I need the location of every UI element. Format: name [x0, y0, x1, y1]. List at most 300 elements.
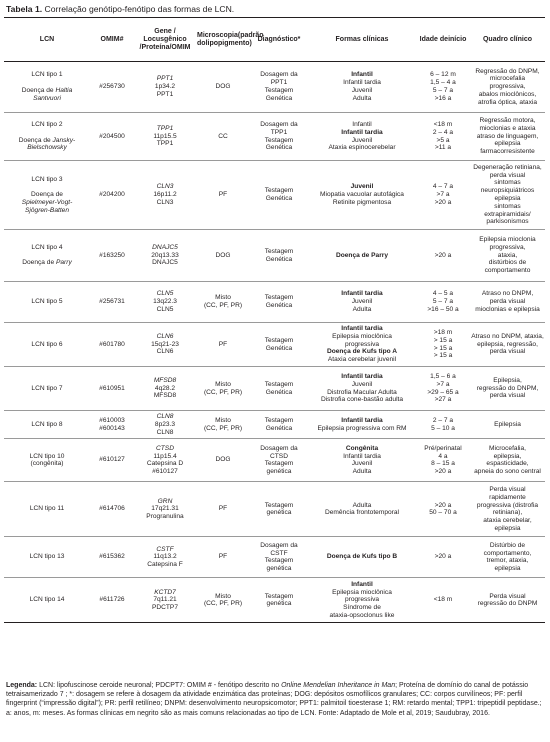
cell-line [135, 183, 195, 191]
cell-text: Infantil tardia [341, 325, 383, 332]
cell-italic-text: GRN [157, 497, 173, 505]
cell-text: LCN tipo 6 [31, 340, 63, 348]
cell-italic-text: Spielmeyer-Vogt- [21, 198, 73, 206]
cell-omim [90, 323, 134, 367]
cell-line [5, 505, 89, 513]
cell-line: >27 a [434, 396, 452, 404]
table-title-text: Correlação genótipo-fenótipo das formas de LCN. [44, 4, 235, 14]
cell-omim [90, 439, 134, 482]
cell-line [5, 191, 89, 199]
cell-line [5, 596, 89, 604]
cell-text: Síndrome de [343, 604, 381, 612]
cell-line: DOG [215, 83, 231, 91]
cell-text: Progranulina [146, 513, 184, 521]
cell-text: Adulta [352, 468, 372, 476]
cell-italic-text: KCTD7 [154, 588, 176, 596]
cell-line [309, 509, 415, 517]
cell-text: Catepsina F [147, 561, 183, 569]
cell-line [135, 244, 195, 252]
cell-lcn [4, 482, 90, 537]
cell-line: genética [266, 468, 292, 476]
cell-clinical-forms [308, 537, 416, 578]
cell-text: Infantil [351, 580, 373, 588]
cell-clinical-forms [308, 482, 416, 537]
cell-line: CC [218, 132, 228, 140]
cell-onset-age [416, 411, 470, 439]
cell-text: 15q21-23 [151, 340, 179, 348]
cell-line: microcefalia [489, 75, 526, 83]
cell-text: CLN5 [156, 305, 174, 313]
cell-line [309, 199, 415, 207]
cell-text: Doença de Parry [335, 251, 389, 259]
cell-line: epilepsia [494, 195, 521, 202]
header-gene: Gene / Locusgênico /Proteína/OMIM [134, 18, 196, 62]
cell-line: Testagem [264, 136, 294, 144]
cell-italic-text: CSTF [156, 545, 174, 553]
cell-line [135, 553, 195, 561]
cell-line: sintomas [494, 179, 521, 187]
cell-line [135, 505, 195, 513]
cell-italic-text: CLN3 [156, 183, 174, 191]
cell-omim [90, 282, 134, 323]
cell-onset-age [416, 62, 470, 113]
cell-gene [134, 113, 196, 161]
cell-line: Testagem [264, 592, 294, 600]
cell-line: comportamento, [483, 549, 532, 557]
genotype-phenotype-table [4, 18, 545, 623]
cell-text: Doença de Kufs tipo A [326, 348, 398, 356]
cell-line: apneia do sono central [474, 468, 541, 476]
cell-line [135, 429, 195, 437]
cell-microscopy [196, 411, 250, 439]
cell-text: Juvenil [350, 183, 374, 191]
cell-line: Epilepsia [494, 420, 521, 428]
header-clinical-picture: Quadro clínico [470, 18, 545, 62]
cell-line: TPP1 [270, 128, 288, 136]
cell-line: mioclonias e ataxia [479, 124, 536, 132]
cell-line [309, 144, 415, 152]
cell-clinical-picture [470, 113, 545, 161]
cell-lcn [4, 578, 90, 623]
cell-clinical-picture [470, 62, 545, 113]
cell-line [309, 425, 415, 433]
cell-omim [90, 113, 134, 161]
legend-italic: Online Mendelian Inheritance in Man [281, 682, 396, 689]
cell-line [309, 381, 415, 389]
cell-text: Adulta [352, 501, 372, 509]
cell-line [5, 137, 89, 145]
cell-line [309, 468, 415, 476]
cell-line [135, 589, 195, 597]
cell-line: epilepsia [494, 565, 521, 573]
legend-text-1: LCN: lipofuscinose ceroide neuronal; PDCPT7: OMIM # - fenótipo descrito no [37, 682, 282, 689]
cell-text: LCN tipo 7 [31, 384, 63, 392]
cell-text: LCN tipo 5 [31, 298, 63, 306]
cell-line [309, 87, 415, 95]
cell-text: Doença de [31, 191, 63, 199]
cell-line: Dosagem da [260, 541, 298, 549]
cell-clinical-picture [470, 578, 545, 623]
cell-clinical-picture [470, 482, 545, 537]
cell-line [309, 129, 415, 137]
cell-diagnosis [250, 230, 308, 282]
cell-line [309, 121, 415, 129]
cell-italic-text: Santvuori [33, 94, 61, 102]
cell-line [309, 389, 415, 397]
cell-clinical-forms [308, 411, 416, 439]
cell-line: 1,5 – 6 a [430, 372, 456, 380]
cell-lcn [4, 113, 90, 161]
cell-clinical-picture [470, 537, 545, 578]
cell-gene [134, 537, 196, 578]
cell-text: Doença de Kufs tipo B [326, 553, 398, 561]
cell-line: genética [266, 600, 292, 608]
cell-text: Distrofia Macular Adulta [327, 388, 397, 396]
cell-text: Juvenil [351, 136, 373, 144]
cell-line: Testagem [264, 87, 294, 94]
cell-text: LCN tipo 3 [31, 175, 63, 183]
cell-lcn [4, 62, 90, 113]
cell-line: perda visual [489, 171, 526, 179]
cell-line [135, 348, 195, 356]
cell-text: 8p23.3 [154, 420, 176, 428]
table-row [4, 323, 545, 367]
cell-gene [134, 161, 196, 230]
cell-line: >18 m [433, 328, 453, 336]
cell-line [309, 356, 415, 364]
cell-text: LCN tipo 8 [31, 420, 63, 428]
cell-line [5, 176, 89, 184]
cell-line: sintomas [494, 202, 521, 210]
cell-line: Testagem [264, 187, 294, 195]
cell-line: 1,5 – 4 a [430, 79, 456, 87]
cell-line: Genética [265, 344, 293, 352]
cell-lcn [4, 537, 90, 578]
cell-italic-text: Haltia [55, 87, 73, 94]
cell-diagnosis [250, 62, 308, 113]
cell-line: ataxia cerebelar, [483, 517, 532, 525]
cell-text: CLN8 [156, 428, 174, 436]
cell-text: #610127 [152, 468, 178, 476]
cell-text: 11p15.5 [153, 132, 177, 140]
cell-line: 5 – 10 a [431, 424, 455, 432]
table-body [4, 62, 545, 623]
cell-microscopy [196, 537, 250, 578]
cell-italic-text: DNAJC5 [152, 243, 178, 251]
cell-line: Genética [265, 94, 293, 102]
cell-line [309, 95, 415, 103]
cell-omim [90, 367, 134, 411]
cell-line [135, 445, 195, 453]
cell-line: Genética [265, 195, 293, 202]
cell-text: 20q13.33 [151, 251, 179, 259]
cell-line [5, 460, 89, 468]
cell-italic-text: CLN5 [156, 290, 174, 298]
cell-clinical-picture [470, 282, 545, 323]
cell-text: Doença de [21, 87, 56, 94]
cell-italic-text: CLN6 [156, 332, 174, 340]
cell-clinical-forms [308, 439, 416, 482]
cell-line: farmacorresistente [480, 148, 535, 156]
cell-line: mioclonias e epilepsia [475, 305, 540, 313]
cell-text: progressiva [344, 340, 380, 348]
cell-line [309, 71, 415, 79]
cell-line [5, 95, 89, 103]
cell-line [309, 333, 415, 341]
cell-line [135, 468, 195, 476]
table-row [4, 282, 545, 323]
table-row [4, 537, 545, 578]
cell-line: epilepsia, regressão, [477, 340, 538, 348]
cell-line [309, 460, 415, 468]
cell-gene [134, 578, 196, 623]
cell-line: (CC, PF, PR) [203, 424, 243, 432]
cell-onset-age [416, 537, 470, 578]
cell-text: 4q28.2 [154, 384, 176, 392]
cell-clinical-picture [470, 411, 545, 439]
cell-line [5, 385, 89, 393]
cell-omim [90, 482, 134, 537]
cell-line: DOG [215, 251, 231, 259]
cell-line: Dosagem da [260, 444, 298, 452]
cell-line: Testagem [264, 557, 294, 565]
cell-line [135, 513, 195, 521]
cell-diagnosis [250, 537, 308, 578]
cell-line [5, 129, 89, 137]
cell-line: <18 m [433, 120, 453, 128]
cell-line: >7 a [436, 380, 450, 388]
cell-line: #614706 [99, 505, 125, 513]
cell-line [5, 553, 89, 561]
cell-line [135, 385, 195, 393]
cell-text: Infantil [352, 120, 372, 128]
cell-line: comportamento [484, 267, 531, 275]
cell-line: #611726 [99, 596, 125, 604]
cell-line [5, 207, 89, 215]
cell-line: Misto [215, 294, 231, 302]
cell-line [135, 290, 195, 298]
cell-text: Ataxia espinocerebelar [328, 144, 396, 152]
cell-line: >20 a [434, 198, 452, 206]
cell-line [135, 306, 195, 314]
cell-line [309, 396, 415, 404]
cell-text: Retinite pigmentosa [332, 198, 392, 206]
cell-line: CSTF [270, 549, 288, 557]
cell-line: #610127 [99, 456, 125, 464]
cell-onset-age [416, 323, 470, 367]
cell-gene [134, 482, 196, 537]
cell-microscopy [196, 230, 250, 282]
cell-line: Atraso no DNPM, [481, 290, 534, 298]
cell-line [135, 133, 195, 141]
cell-line [309, 373, 415, 381]
cell-omim [90, 578, 134, 623]
table-row [4, 62, 545, 113]
cell-text: PPT1 [156, 90, 174, 98]
cell-italic-text: PPT1 [156, 75, 174, 83]
cell-diagnosis [250, 113, 308, 161]
table-title-label: Tabela 1. [6, 4, 43, 14]
cell-diagnosis [250, 161, 308, 230]
cell-line [135, 377, 195, 385]
cell-line [309, 183, 415, 191]
cell-line: (CC, PF, PR) [203, 302, 243, 309]
cell-onset-age [416, 113, 470, 161]
cell-text: Infantil tardia [341, 128, 383, 136]
cell-line [309, 596, 415, 604]
cell-line: progressiva, [489, 83, 526, 91]
cell-italic-text: CTSD [156, 444, 174, 452]
legend-label: Legenda: [6, 682, 38, 689]
cell-text: Juvenil [351, 460, 373, 468]
cell-line [5, 252, 89, 260]
cell-clinical-picture [470, 367, 545, 411]
cell-line: Genética [265, 302, 293, 309]
header-onset-age: Idade deinício [416, 18, 470, 62]
cell-clinical-forms [308, 578, 416, 623]
table-row [4, 113, 545, 161]
table-title [6, 4, 234, 14]
cell-line [135, 421, 195, 429]
cell-line [309, 298, 415, 306]
table-row [4, 230, 545, 282]
cell-text: LCN tipo 14 [29, 596, 65, 604]
cell-text: 11p15.4 [153, 452, 177, 460]
cell-line: > 15 a [433, 352, 453, 360]
cell-line: PPT1 [270, 79, 288, 87]
cell-line: 8 – 15 a [431, 460, 455, 468]
cell-line [135, 460, 195, 468]
cell-text: Infantil tardia [343, 79, 381, 87]
cell-line: perda visual [489, 298, 526, 306]
cell-line: espasticidade, [486, 460, 529, 468]
cell-line: >5 a [436, 136, 450, 144]
cell-line: 4 – 7 a [432, 183, 454, 191]
cell-text: Infantil tardia [341, 372, 383, 380]
cell-line [5, 453, 89, 461]
cell-line: rapidamente [489, 493, 526, 501]
cell-text: Distrofia cone-bastão adulta [320, 396, 404, 404]
cell-diagnosis [250, 439, 308, 482]
cell-line [135, 413, 195, 421]
cell-line [5, 79, 89, 87]
cell-line [135, 392, 195, 400]
cell-line [135, 259, 195, 267]
cell-text: Epilepsia mioclônica [332, 332, 392, 340]
cell-line: (CC, PF, PR) [203, 600, 243, 608]
cell-line: progressiva, [489, 243, 526, 251]
cell-line [309, 290, 415, 298]
cell-text: 13q22.3 [153, 298, 177, 306]
cell-omim [90, 411, 134, 439]
cell-microscopy [196, 482, 250, 537]
cell-clinical-forms [308, 367, 416, 411]
cell-line: DOG [215, 456, 231, 464]
header-clinical-forms: Formas clínicas [308, 18, 416, 62]
cell-line: Dosagem da [260, 71, 298, 79]
cell-diagnosis [250, 578, 308, 623]
cell-omim [90, 161, 134, 230]
cell-line: Pré/perinatal [424, 444, 462, 452]
cell-text: Congênita [345, 444, 379, 452]
cell-gene [134, 439, 196, 482]
cell-text: CLN3 [156, 198, 174, 206]
cell-line [5, 341, 89, 349]
cell-line [135, 546, 195, 554]
cell-diagnosis [250, 482, 308, 537]
cell-text: LCN tipo 10 [29, 452, 65, 460]
cell-text: LCN tipo 13 [29, 553, 65, 561]
cell-line [135, 341, 195, 349]
cell-line: #163250 [99, 251, 125, 259]
cell-microscopy [196, 113, 250, 161]
cell-line: Regressão do DNPM, [475, 67, 540, 75]
cell-line: abalos mioclônicos, [478, 90, 537, 98]
table-row [4, 578, 545, 623]
cell-line [309, 445, 415, 453]
table-container [4, 17, 545, 623]
cell-line: CTSD [270, 452, 288, 460]
table-row [4, 439, 545, 482]
cell-diagnosis [250, 323, 308, 367]
cell-line [309, 191, 415, 199]
cell-text: Miopatia vacuolar autofágica [320, 191, 404, 199]
cell-text: 11q13.2 [153, 553, 177, 561]
cell-line: Epilepsia mioclonia [479, 236, 536, 243]
table-row [4, 367, 545, 411]
cell-clinical-forms [308, 323, 416, 367]
cell-onset-age [416, 367, 470, 411]
cell-line [5, 121, 89, 129]
cell-clinical-picture [470, 161, 545, 230]
cell-clinical-forms [308, 62, 416, 113]
cell-line: distúrbios de [488, 259, 527, 267]
cell-line: Microcefalia, [488, 444, 526, 452]
cell-line [309, 553, 415, 561]
cell-line [5, 259, 89, 267]
cell-line: Testagem [264, 460, 294, 468]
cell-line [5, 87, 89, 95]
cell-text: MFSD8 [153, 392, 177, 400]
cell-line: >20 a [434, 251, 452, 259]
cell-line [135, 75, 195, 83]
cell-text: Doença de [18, 136, 53, 144]
cell-text: DNAJC5 [152, 259, 178, 267]
cell-line: regressão do DNPM, [476, 384, 539, 392]
cell-text: LCN tipo 2 [31, 120, 63, 128]
cell-italic-text: Parry [55, 259, 72, 267]
cell-text: Doença de [22, 259, 56, 267]
cell-line: retiniana), [492, 509, 523, 517]
cell-line [309, 79, 415, 87]
cell-clinical-forms [308, 282, 416, 323]
cell-line: perda visual [489, 348, 526, 356]
cell-gene [134, 62, 196, 113]
cell-line: 5 – 7 a [432, 87, 454, 94]
cell-text: Catepsina D [146, 460, 184, 468]
cell-clinical-picture [470, 323, 545, 367]
cell-line: epilepsia, [493, 452, 522, 460]
cell-line: > 15 a [433, 336, 453, 344]
cell-clinical-forms [308, 113, 416, 161]
cell-line [309, 417, 415, 425]
cell-line: (CC, PF, PR) [203, 388, 243, 396]
cell-line: Testagem [264, 294, 294, 302]
table-row [4, 482, 545, 537]
cell-text: (congênita) [30, 460, 64, 468]
cell-text: Epilepsia progressiva com RM [317, 424, 407, 432]
cell-line [5, 244, 89, 252]
